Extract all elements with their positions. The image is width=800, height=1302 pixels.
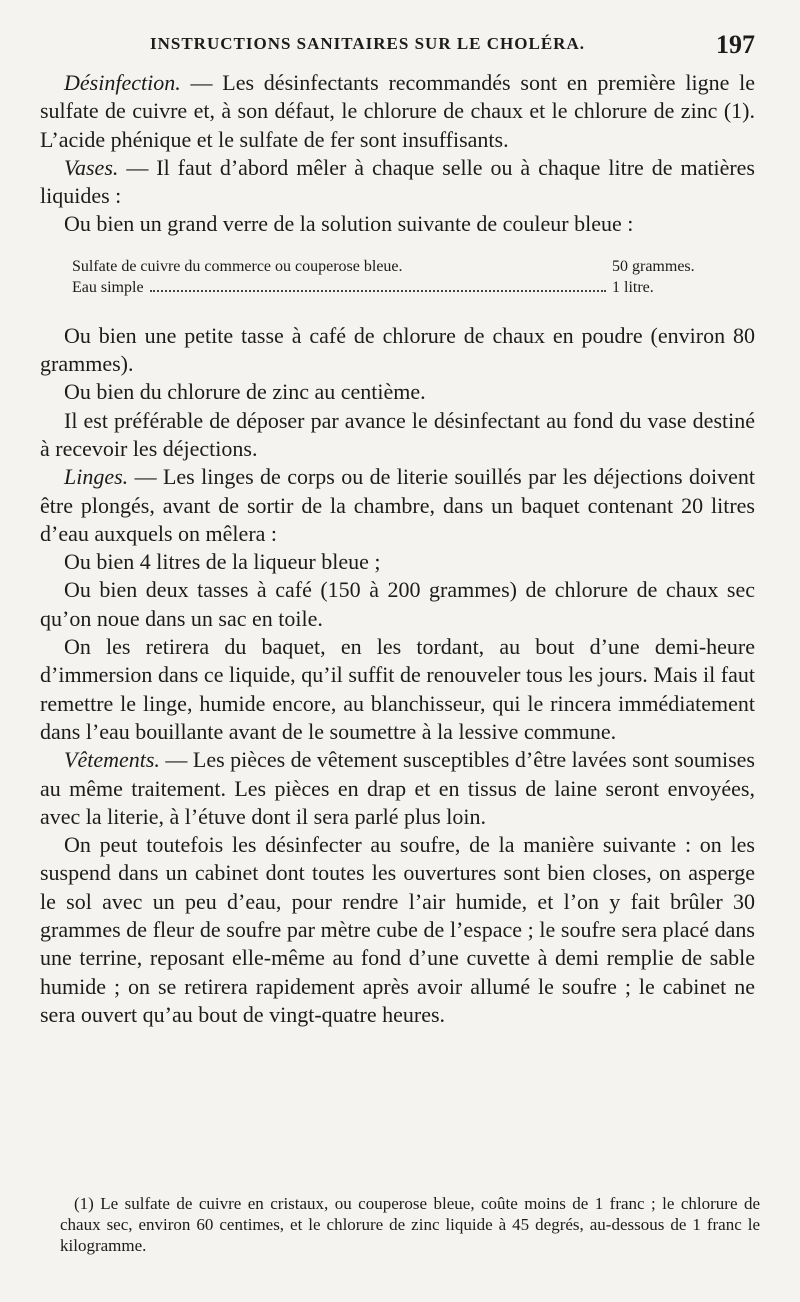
- paragraph-text: — Les désinfectants recommandés sont en première ligne le sulfate de cuivre et, à son défaut, le chlorure de chaux et le chlorure de zinc (1). L’acide phénique et le sulfate de fer sont insuffisants.: [40, 70, 755, 152]
- paragraph: [40, 633, 755, 746]
- section-heading: Désinfection.: [64, 70, 181, 95]
- paragraph: [40, 378, 755, 406]
- page-number: 197: [716, 30, 755, 59]
- paragraph-text: Ou bien un grand verre de la solution suivante de couleur bleue :: [64, 211, 634, 237]
- main-text: [40, 69, 755, 1029]
- paragraph: [40, 210, 755, 238]
- paragraph: [40, 407, 755, 464]
- paragraph-text: — Les pièces de vêtement susceptibles d’être lavées sont soumises au même traitement. Les pièces en drap et en tissus de laine seront envoyées, avec la literie, à l’étuve dont il sera parlé plus loin.: [40, 747, 755, 829]
- paragraph-text: Ou bien 4 litres de la liqueur bleue ;: [64, 549, 381, 575]
- recipe-quantity: 50 grammes.: [612, 257, 695, 275]
- paragraph: [40, 154, 755, 211]
- section-heading: Linges.: [64, 464, 129, 490]
- section-heading: Vases.: [64, 154, 119, 180]
- running-title: INSTRUCTIONS SANITAIRES SUR LE CHOLÉRA.: [150, 34, 585, 53]
- footnote-text: (1) Le sulfate de cuivre en cristaux, ou couperose bleue, coûte moins de 1 franc ; le chlorure de chaux sec, environ 60 centimes, et le chlorure de zinc liquide à 45 degrés, au-dessous de 1 franc le kilogramme.: [60, 1194, 760, 1255]
- recipe-ingredient: Sulfate de cuivre du commerce ou couperose bleue.: [72, 257, 403, 275]
- paragraph-text: Ou bien une petite tasse à café de chlorure de chaux en poudre (environ 80 grammes).: [40, 322, 755, 377]
- recipe-row: [72, 277, 722, 298]
- paragraph: [40, 831, 755, 1029]
- dot-leader: [150, 290, 606, 292]
- recipe-quantity: 1 litre.: [612, 278, 654, 296]
- paragraph: [40, 322, 755, 379]
- recipe-ingredient: Eau simple: [72, 278, 144, 296]
- paragraph: [40, 576, 755, 633]
- section-heading: Vêtements.: [64, 747, 160, 773]
- paragraph-text: Ou bien deux tasses à café (150 à 200 grammes) de chlorure de chaux sec qu’on noue dans un sac en toile.: [40, 577, 755, 631]
- paragraph-text: — Les linges de corps ou de literie souillés par les déjections doivent être plongés, avant de sortir de la chambre, dans un baquet contenant 20 litres d’eau auxquels on mêlera :: [40, 464, 755, 546]
- paragraph: [40, 746, 755, 831]
- paragraph-text: On les retirera du baquet, en les tordant, au bout d’une demi-heure d’immersion dans ce liquide, qu’il suffit de renouveler tous les jours. Mais il faut remettre le linge, humide encore, au blanchisseur, qui le rincera immédiatement dans l’eau bouillante avant de le soumettre à la lessive commune.: [40, 634, 755, 744]
- recipe-row: [72, 256, 722, 277]
- paragraph-text: Il est préférable de déposer par avance le désinfectant au fond du vase destiné à recevoir les déjections.: [40, 407, 755, 461]
- footnote: [60, 1193, 760, 1256]
- paragraph: [40, 463, 755, 548]
- paragraph: [40, 548, 755, 576]
- running-header: [40, 30, 755, 64]
- paragraph-text: — Il faut d’abord mêler à chaque selle ou à chaque litre de matières liquides :: [40, 154, 755, 209]
- paragraph: [40, 69, 755, 154]
- paragraph-text: On peut toutefois les désinfecter au soufre, de la manière suivante : on les suspend dans un cabinet dont toutes les ouvertures sont bien closes, on asperge le sol avec un peu d’eau, pour rendre l’air humide, et l’on y fait brûler 30 grammes de fleur de soufre par mètre cube de l’espace ; le soufre sera placé dans une terrine, reposant elle-même au fond d’une cuvette à demi remplie de sable humide ; on se retirera rapidement après avoir allumé le soufre ; le cabinet ne sera ouvert qu’au bout de vingt-quatre heures.: [40, 832, 755, 1027]
- solution-recipe: [72, 256, 722, 298]
- paragraph-text: Ou bien du chlorure de zinc au centième.: [64, 379, 426, 405]
